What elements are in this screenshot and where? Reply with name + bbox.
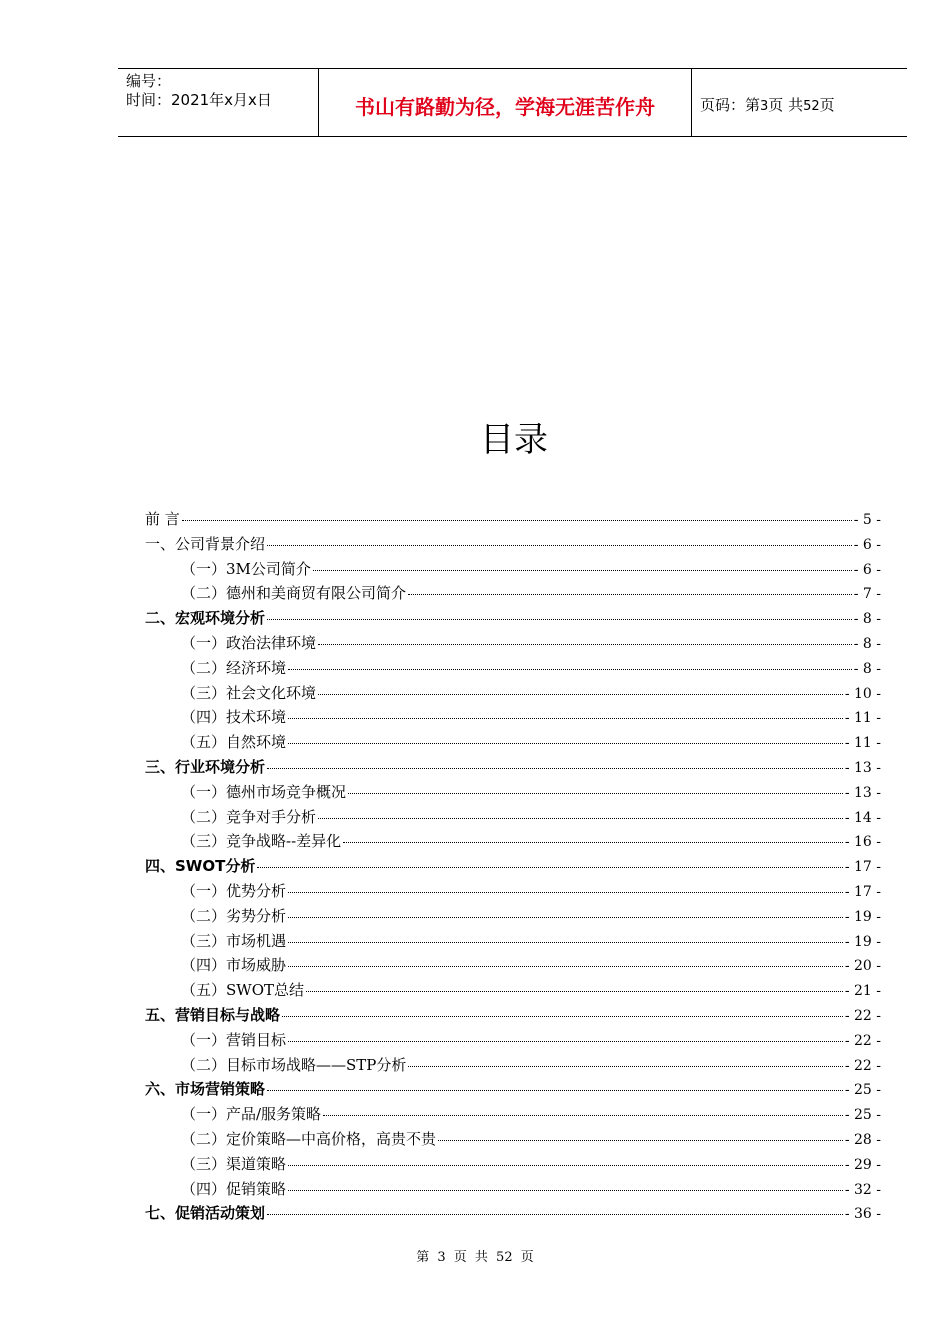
toc-dot-leader [288, 1041, 843, 1042]
toc-entry-title: （二）经济环境 [181, 658, 287, 677]
toc-dot-leader [408, 594, 852, 595]
toc-title: 目录 [480, 420, 548, 460]
toc-entry-title: （一）产品/服务策略 [181, 1105, 322, 1124]
toc-entry-page: - 13 - [844, 784, 881, 801]
page-suffix: 页 [819, 96, 835, 114]
toc-dot-leader [323, 1115, 843, 1116]
page-prefix: 页码：第 [700, 96, 761, 114]
toc-entry-title: 前 言 [145, 510, 180, 528]
table-of-contents [145, 508, 881, 1227]
toc-dot-leader [267, 768, 843, 769]
document-time-label: 时间：2021年x月x日 [126, 91, 272, 109]
toc-entry-page: - 20 - [844, 958, 881, 975]
toc-dot-leader [288, 917, 843, 918]
toc-entry[interactable] [145, 706, 881, 731]
header-page-info [700, 94, 835, 115]
toc-entry[interactable] [145, 781, 881, 806]
toc-entry[interactable] [145, 657, 881, 682]
toc-entry-title: （一）营销目标 [181, 1030, 287, 1049]
header-meta [126, 72, 316, 110]
toc-entry[interactable] [145, 1029, 881, 1054]
toc-dot-leader [318, 818, 843, 819]
toc-entry-title: （二）德州和美商贸有限公司简介 [181, 584, 407, 603]
toc-entry-title: （二）目标市场战略——STP分析 [181, 1055, 407, 1074]
toc-entry-page: - 29 - [844, 1156, 881, 1173]
toc-entry-title: （二）竞争对手分析 [181, 807, 317, 826]
toc-entry-title: （一）优势分析 [181, 881, 287, 900]
toc-entry[interactable] [145, 558, 881, 583]
toc-dot-leader [182, 520, 852, 521]
toc-entry-page: - 28 - [844, 1131, 881, 1148]
toc-entry[interactable] [145, 582, 881, 607]
page-total: 52 [803, 99, 820, 114]
toc-dot-leader [348, 793, 843, 794]
toc-entry[interactable] [145, 1202, 881, 1227]
toc-dot-leader [267, 1214, 843, 1215]
toc-entry-title: （四）市场威胁 [181, 956, 287, 975]
toc-dot-leader [267, 1090, 843, 1091]
toc-entry-title: （三）社会文化环境 [181, 683, 317, 702]
toc-dot-leader [288, 1165, 843, 1166]
toc-entry-page: - 13 - [844, 759, 881, 776]
toc-entry[interactable] [145, 533, 881, 558]
toc-entry-title: （一）政治法律环境 [181, 633, 317, 652]
toc-entry-title: （五）SWOT总结 [181, 981, 304, 1000]
toc-entry[interactable] [145, 930, 881, 955]
toc-entry[interactable] [145, 806, 881, 831]
header-divider [691, 69, 692, 136]
toc-entry-title: 六、市场营销策略 [145, 1080, 266, 1099]
toc-entry-title: 四、SWOT分析 [145, 857, 256, 876]
page-mid: 页 共 [768, 96, 804, 114]
toc-entry[interactable] [145, 1103, 881, 1128]
toc-entry-page: - 21 - [844, 983, 881, 1000]
toc-dot-leader [318, 694, 843, 695]
toc-dot-leader [318, 644, 852, 645]
toc-entry[interactable] [145, 830, 881, 855]
toc-entry[interactable] [145, 756, 881, 781]
toc-entry-page: - 17 - [844, 883, 881, 900]
toc-entry[interactable] [145, 607, 881, 632]
toc-dot-leader [306, 991, 843, 992]
toc-entry-page: - 22 - [844, 1057, 881, 1074]
toc-entry-page: - 19 - [844, 933, 881, 950]
toc-entry[interactable] [145, 508, 881, 533]
toc-entry[interactable] [145, 1054, 881, 1079]
toc-entry[interactable] [145, 731, 881, 756]
toc-dot-leader [288, 669, 852, 670]
toc-entry-title: （三）竞争战略--差异化 [181, 832, 342, 851]
toc-entry-page: - 17 - [844, 859, 881, 876]
toc-entry-title: （三）市场机遇 [181, 931, 287, 950]
toc-entry-page: - 32 - [844, 1181, 881, 1198]
toc-entry-page: - 16 - [844, 834, 881, 851]
toc-entry[interactable] [145, 954, 881, 979]
toc-entry-title: （一）3M公司简介 [181, 559, 311, 578]
toc-entry-title: 二、宏观环境分析 [145, 609, 266, 628]
toc-dot-leader [267, 545, 852, 546]
toc-entry[interactable] [145, 905, 881, 930]
toc-dot-leader [438, 1140, 843, 1141]
toc-dot-leader [288, 1190, 843, 1191]
toc-entry-page: - 11 - [844, 710, 881, 727]
page-header [118, 68, 907, 137]
toc-entry[interactable] [145, 1128, 881, 1153]
toc-entry-page: - 19 - [844, 908, 881, 925]
toc-entry[interactable] [145, 682, 881, 707]
toc-entry-title: （四）促销策略 [181, 1179, 287, 1198]
toc-dot-leader [408, 1066, 842, 1067]
toc-entry-page: - 8 - [853, 660, 881, 677]
toc-entry-title: （二）定价策略—中高价格，高贵不贵 [181, 1129, 437, 1148]
toc-entry[interactable] [145, 855, 881, 880]
toc-dot-leader [288, 718, 843, 719]
toc-entry[interactable] [145, 1178, 881, 1203]
page-current: 3 [760, 99, 769, 114]
toc-dot-leader [257, 867, 842, 868]
document-number-label: 编号： [126, 72, 172, 90]
toc-entry-page: - 14 - [844, 809, 881, 826]
toc-entry-page: - 5 - [853, 512, 881, 528]
toc-entry-title: （一）德州市场竞争概况 [181, 782, 347, 801]
toc-entry-page: - 7 - [853, 586, 881, 603]
toc-entry[interactable] [145, 632, 881, 657]
toc-entry-page: - 6 - [853, 561, 881, 578]
toc-entry-title: （五）自然环境 [181, 733, 287, 752]
toc-dot-leader [343, 842, 843, 843]
toc-entry-title: 三、行业环境分析 [145, 757, 266, 776]
toc-entry-page: - 36 - [844, 1206, 881, 1223]
toc-dot-leader [282, 1016, 843, 1017]
toc-dot-leader [288, 892, 843, 893]
toc-entry-title: 一、公司背景介绍 [145, 534, 266, 553]
toc-dot-leader [288, 942, 843, 943]
toc-entry-page: - 22 - [844, 1032, 881, 1049]
toc-entry-title: 七、促销活动策划 [145, 1204, 266, 1223]
toc-entry[interactable] [145, 1153, 881, 1178]
toc-entry-page: - 8 - [853, 635, 881, 652]
toc-entry-page: - 10 - [844, 685, 881, 702]
toc-dot-leader [288, 966, 843, 967]
toc-entry[interactable] [145, 979, 881, 1004]
toc-entry-title: 五、营销目标与战略 [145, 1005, 281, 1024]
header-motto: 书山有路勤为径，学海无涯苦作舟 [355, 95, 655, 119]
toc-entry-title: （四）技术环境 [181, 708, 287, 727]
toc-entry[interactable] [145, 1078, 881, 1103]
toc-entry-title: （二）劣势分析 [181, 906, 287, 925]
toc-entry[interactable] [145, 1004, 881, 1029]
toc-dot-leader [267, 619, 852, 620]
toc-entry-page: - 6 - [853, 536, 881, 553]
toc-entry-page: - 8 - [853, 611, 881, 628]
toc-entry-page: - 11 - [844, 735, 881, 752]
toc-entry-page: - 25 - [844, 1082, 881, 1099]
toc-entry-title: （三）渠道策略 [181, 1154, 287, 1173]
toc-entry-page: - 25 - [844, 1107, 881, 1124]
toc-dot-leader [288, 743, 843, 744]
toc-entry[interactable] [145, 880, 881, 905]
page-footer: 第 3 页 共 52 页 [416, 1250, 534, 1265]
toc-dot-leader [313, 570, 852, 571]
toc-entry-page: - 22 - [844, 1007, 881, 1024]
